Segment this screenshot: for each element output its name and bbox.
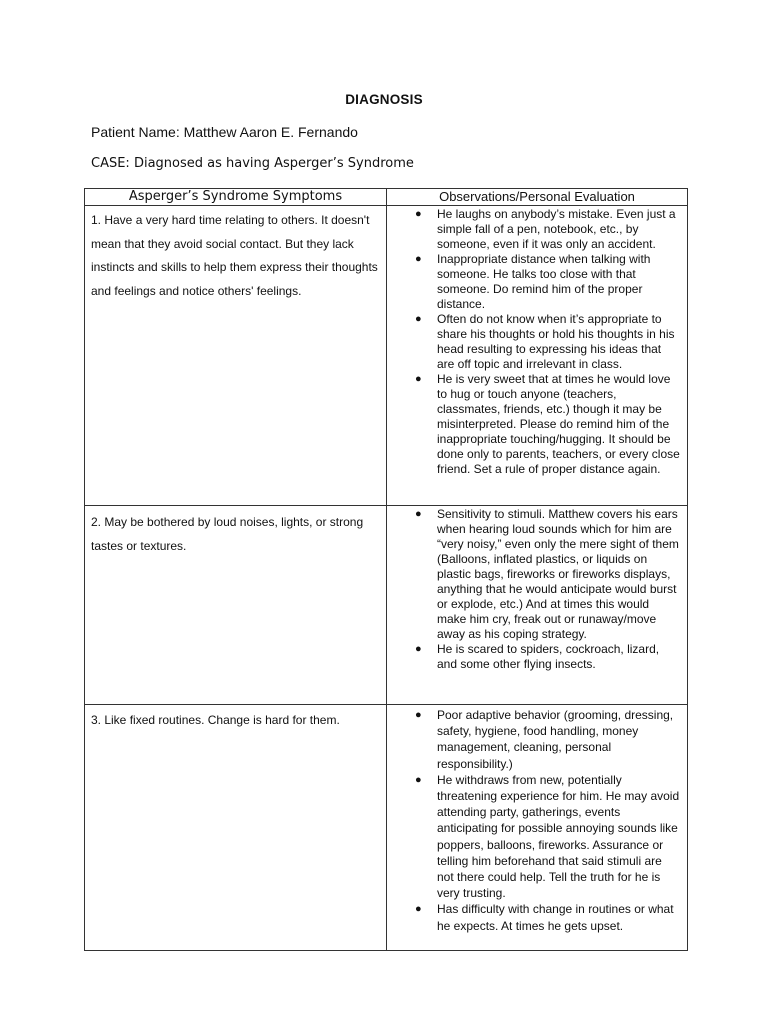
bullet-dot-icon: ● bbox=[415, 903, 422, 916]
observation-text: Sensitivity to stimuli. Matthew covers his ears when hearing loud sounds which for him are “very noisy,” even only the mere sight of them (Balloons, inflated plastics, or liquids on plastic bags, fireworks or fireworks displays, anything that he would anticipate would burst or explode, etc.) And at times this would make him cry, freak out or runaway/move away as his coping strategy. bbox=[437, 507, 679, 641]
observations-cell bbox=[387, 705, 688, 951]
list-item bbox=[387, 507, 681, 642]
observation-text: Inappropriate distance when talking with someone. He talks too close with that someone. Do remind him of the proper distance. bbox=[437, 252, 651, 311]
list-item bbox=[387, 772, 681, 902]
observations-cell bbox=[387, 506, 688, 705]
bullet-dot-icon: ● bbox=[415, 208, 422, 220]
list-item bbox=[387, 707, 681, 772]
bullet-dot-icon: ● bbox=[415, 253, 422, 265]
bullet-dot-icon: ● bbox=[415, 313, 422, 325]
observation-text: He laughs on anybody’s mistake. Even just a simple fall of a pen, notebook, etc., by someone, even if it was only an accident. bbox=[437, 207, 676, 251]
table-row bbox=[85, 705, 688, 951]
list-item bbox=[387, 312, 681, 372]
list-item bbox=[387, 642, 681, 672]
observations-list bbox=[387, 506, 681, 672]
observation-text: He is scared to spiders, cockroach, lizard, and some other flying insects. bbox=[437, 642, 660, 671]
bullet-dot-icon: ● bbox=[415, 773, 422, 786]
observation-text: Has difficulty with change in routines or what he expects. At times he gets upset. bbox=[437, 902, 674, 933]
observations-list bbox=[387, 206, 681, 477]
observation-text: Poor adaptive behavior (grooming, dressing, safety, hygiene, food handling, money management, cleaning, personal responsibility.) bbox=[437, 708, 674, 771]
header-observations: Observations/Personal Evaluation bbox=[387, 189, 688, 206]
observation-text: He withdraws from new, potentially threatening experience for him. He may avoid attending party, gatherings, events anticipating for possible annoying sounds like poppers, balloons, fireworks. Assurance or telling him beforehand that said stimuli are not there could help. Tell the truth for he is very trusting. bbox=[437, 772, 680, 901]
table-header-row bbox=[85, 189, 688, 206]
bullet-dot-icon: ● bbox=[415, 643, 422, 655]
document-title: DIAGNOSIS bbox=[345, 92, 423, 107]
list-item bbox=[387, 372, 681, 477]
diagnosis-table bbox=[84, 188, 688, 951]
symptom-cell: 3. Like fixed routines. Change is hard for them. bbox=[85, 705, 387, 951]
bullet-dot-icon: ● bbox=[415, 508, 422, 520]
list-item bbox=[387, 901, 681, 933]
observation-text: He is very sweet that at times he would love to hug or touch anyone (teachers, classmates, friends, etc.) though it may be misinterpreted. Please do remind him of the inappropriate touching/hugging. It should be done only to parents, teachers, or every close friend. Set a rule of proper distance again. bbox=[437, 372, 680, 476]
table-row bbox=[85, 206, 688, 506]
patient-name-line: Patient Name: Matthew Aaron E. Fernando bbox=[91, 124, 358, 140]
observation-text: Often do not know when it’s appropriate to share his thoughts or hold his thoughts in his head resulting to expressing his ideas that are off topic and irrelevant in class. bbox=[437, 312, 675, 371]
symptom-cell: 2. May be bothered by loud noises, lights, or strong tastes or textures. bbox=[85, 506, 387, 705]
table-row bbox=[85, 506, 688, 705]
case-line: CASE: Diagnosed as having Asperger’s Syndrome bbox=[91, 156, 414, 171]
header-symptoms: Asperger’s Syndrome Symptoms bbox=[85, 189, 387, 206]
list-item bbox=[387, 252, 681, 312]
observations-cell bbox=[387, 206, 688, 506]
list-item bbox=[387, 207, 681, 252]
bullet-dot-icon: ● bbox=[415, 709, 422, 721]
symptom-cell: 1. Have a very hard time relating to others. It doesn't mean that they avoid social contact. But they lack instincts and skills to help them express their thoughts and feelings and notice others' feelings. bbox=[85, 206, 387, 506]
observations-list bbox=[387, 705, 681, 934]
bullet-dot-icon: ● bbox=[415, 373, 422, 385]
